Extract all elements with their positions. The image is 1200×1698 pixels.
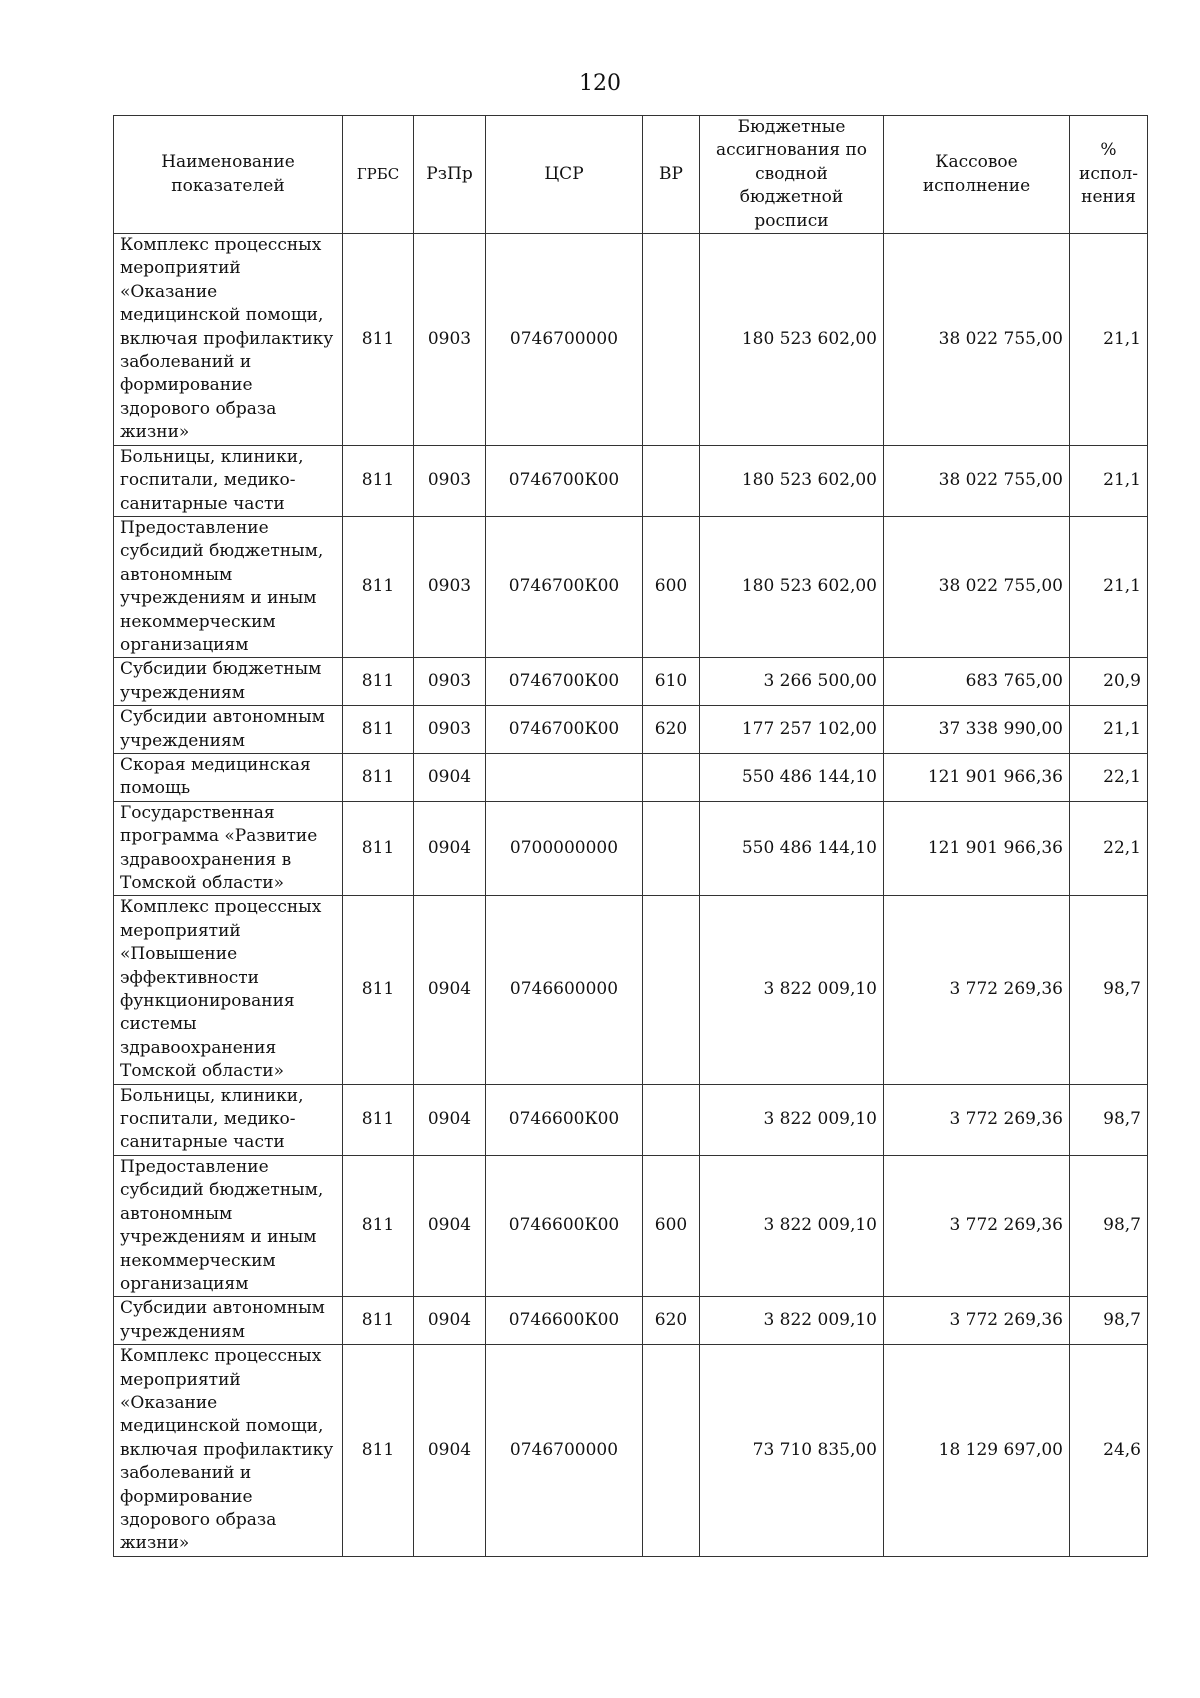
row-rzpr: 0904 xyxy=(414,1155,486,1296)
table-row xyxy=(114,753,1148,801)
row-name: Предоставление субсидий бюджетным, автономным учреждениям и иным некоммерческим организациям xyxy=(114,516,343,657)
table-row xyxy=(114,1345,1148,1557)
row-budget: 180 523 602,00 xyxy=(700,445,884,516)
row-percent: 98,7 xyxy=(1070,1084,1148,1155)
row-cash: 18 129 697,00 xyxy=(884,1345,1070,1557)
header-name: Наименование показателей xyxy=(114,116,343,234)
row-rzpr: 0903 xyxy=(414,516,486,657)
row-budget: 3 822 009,10 xyxy=(700,1084,884,1155)
row-percent: 21,1 xyxy=(1070,706,1148,754)
row-vr: 600 xyxy=(643,516,700,657)
row-vr xyxy=(643,801,700,896)
row-csr xyxy=(486,753,643,801)
row-cash: 121 901 966,36 xyxy=(884,801,1070,896)
table-row xyxy=(114,445,1148,516)
row-rzpr: 0903 xyxy=(414,706,486,754)
row-grbs: 811 xyxy=(343,516,414,657)
row-cash: 37 338 990,00 xyxy=(884,706,1070,754)
page-number: 120 xyxy=(579,71,621,96)
row-percent: 20,9 xyxy=(1070,658,1148,706)
row-budget: 177 257 102,00 xyxy=(700,706,884,754)
row-percent: 98,7 xyxy=(1070,1297,1148,1345)
row-grbs: 811 xyxy=(343,753,414,801)
row-rzpr: 0903 xyxy=(414,658,486,706)
row-name: Предоставление субсидий бюджетным, автономным учреждениям и иным некоммерческим организациям xyxy=(114,1155,343,1296)
row-grbs: 811 xyxy=(343,658,414,706)
row-grbs: 811 xyxy=(343,896,414,1084)
row-csr: 0746600К00 xyxy=(486,1084,643,1155)
row-rzpr: 0904 xyxy=(414,1297,486,1345)
row-name: Субсидии автономным учреждениям xyxy=(114,706,343,754)
row-csr: 0746600К00 xyxy=(486,1297,643,1345)
row-grbs: 811 xyxy=(343,234,414,446)
row-grbs: 811 xyxy=(343,1155,414,1296)
header-rzpr: РзПр xyxy=(414,116,486,234)
row-percent: 21,1 xyxy=(1070,516,1148,657)
header-csr: ЦСР xyxy=(486,116,643,234)
row-budget: 180 523 602,00 xyxy=(700,234,884,446)
table-row xyxy=(114,234,1148,446)
table-row xyxy=(114,1155,1148,1296)
row-budget: 3 822 009,10 xyxy=(700,896,884,1084)
table-body xyxy=(114,234,1148,1557)
row-budget: 3 822 009,10 xyxy=(700,1297,884,1345)
row-rzpr: 0904 xyxy=(414,801,486,896)
row-vr: 620 xyxy=(643,706,700,754)
row-percent: 22,1 xyxy=(1070,801,1148,896)
table-row xyxy=(114,1297,1148,1345)
row-csr: 0746600000 xyxy=(486,896,643,1084)
row-cash: 3 772 269,36 xyxy=(884,1297,1070,1345)
row-cash: 121 901 966,36 xyxy=(884,753,1070,801)
row-budget: 73 710 835,00 xyxy=(700,1345,884,1557)
row-percent: 21,1 xyxy=(1070,234,1148,446)
row-vr: 620 xyxy=(643,1297,700,1345)
row-percent: 98,7 xyxy=(1070,896,1148,1084)
row-vr: 600 xyxy=(643,1155,700,1296)
row-cash: 38 022 755,00 xyxy=(884,516,1070,657)
row-vr xyxy=(643,445,700,516)
row-budget: 3 822 009,10 xyxy=(700,1155,884,1296)
row-name: Скорая медицинская помощь xyxy=(114,753,343,801)
table-row xyxy=(114,1084,1148,1155)
row-csr: 0700000000 xyxy=(486,801,643,896)
header-cash: Кассовое исполнение xyxy=(884,116,1070,234)
row-rzpr: 0903 xyxy=(414,234,486,446)
row-name: Комплекс процессных мероприятий «Оказание медицинской помощи, включая профилактику заболеваний и формирование здорового образа жизни» xyxy=(114,234,343,446)
row-name: Субсидии бюджетным учреждениям xyxy=(114,658,343,706)
row-rzpr: 0903 xyxy=(414,445,486,516)
row-cash: 683 765,00 xyxy=(884,658,1070,706)
row-budget: 550 486 144,10 xyxy=(700,753,884,801)
row-csr: 0746700К00 xyxy=(486,516,643,657)
row-csr: 0746700000 xyxy=(486,234,643,446)
row-rzpr: 0904 xyxy=(414,1084,486,1155)
row-csr: 0746700К00 xyxy=(486,658,643,706)
row-csr: 0746600К00 xyxy=(486,1155,643,1296)
row-cash: 3 772 269,36 xyxy=(884,896,1070,1084)
row-name: Субсидии автономным учреждениям xyxy=(114,1297,343,1345)
row-csr: 0746700К00 xyxy=(486,445,643,516)
header-percent: % испол-нения xyxy=(1070,116,1148,234)
table-header-row xyxy=(114,116,1148,234)
row-vr xyxy=(643,1345,700,1557)
row-vr xyxy=(643,234,700,446)
row-name: Больницы, клиники, госпитали, медико-санитарные части xyxy=(114,445,343,516)
row-budget: 550 486 144,10 xyxy=(700,801,884,896)
row-vr xyxy=(643,753,700,801)
row-grbs: 811 xyxy=(343,1297,414,1345)
table-row xyxy=(114,801,1148,896)
row-rzpr: 0904 xyxy=(414,1345,486,1557)
row-csr: 0746700К00 xyxy=(486,706,643,754)
row-grbs: 811 xyxy=(343,1084,414,1155)
row-cash: 38 022 755,00 xyxy=(884,234,1070,446)
row-name: Больницы, клиники, госпитали, медико-санитарные части xyxy=(114,1084,343,1155)
row-budget: 180 523 602,00 xyxy=(700,516,884,657)
table-row xyxy=(114,706,1148,754)
row-cash: 3 772 269,36 xyxy=(884,1155,1070,1296)
row-grbs: 811 xyxy=(343,801,414,896)
row-grbs: 811 xyxy=(343,445,414,516)
table-row xyxy=(114,658,1148,706)
row-name: Комплекс процессных мероприятий «Оказание медицинской помощи, включая профилактику заболеваний и формирование здорового образа жизни» xyxy=(114,1345,343,1557)
table-row xyxy=(114,516,1148,657)
header-budget: Бюджетные ассигнования по сводной бюджетной росписи xyxy=(700,116,884,234)
row-grbs: 811 xyxy=(343,706,414,754)
row-vr xyxy=(643,896,700,1084)
row-cash: 38 022 755,00 xyxy=(884,445,1070,516)
table-row xyxy=(114,896,1148,1084)
row-vr: 610 xyxy=(643,658,700,706)
header-grbs: ГРБС xyxy=(343,116,414,234)
row-percent: 24,6 xyxy=(1070,1345,1148,1557)
row-budget: 3 266 500,00 xyxy=(700,658,884,706)
row-grbs: 811 xyxy=(343,1345,414,1557)
row-percent: 22,1 xyxy=(1070,753,1148,801)
budget-execution-table xyxy=(113,115,1148,1557)
row-percent: 98,7 xyxy=(1070,1155,1148,1296)
row-vr xyxy=(643,1084,700,1155)
row-name: Государственная программа «Развитие здравоохранения в Томской области» xyxy=(114,801,343,896)
row-cash: 3 772 269,36 xyxy=(884,1084,1070,1155)
row-rzpr: 0904 xyxy=(414,896,486,1084)
row-rzpr: 0904 xyxy=(414,753,486,801)
header-vr: ВР xyxy=(643,116,700,234)
row-csr: 0746700000 xyxy=(486,1345,643,1557)
row-name: Комплекс процессных мероприятий «Повышение эффективности функционирования системы здравоохранения Томской области» xyxy=(114,896,343,1084)
row-percent: 21,1 xyxy=(1070,445,1148,516)
